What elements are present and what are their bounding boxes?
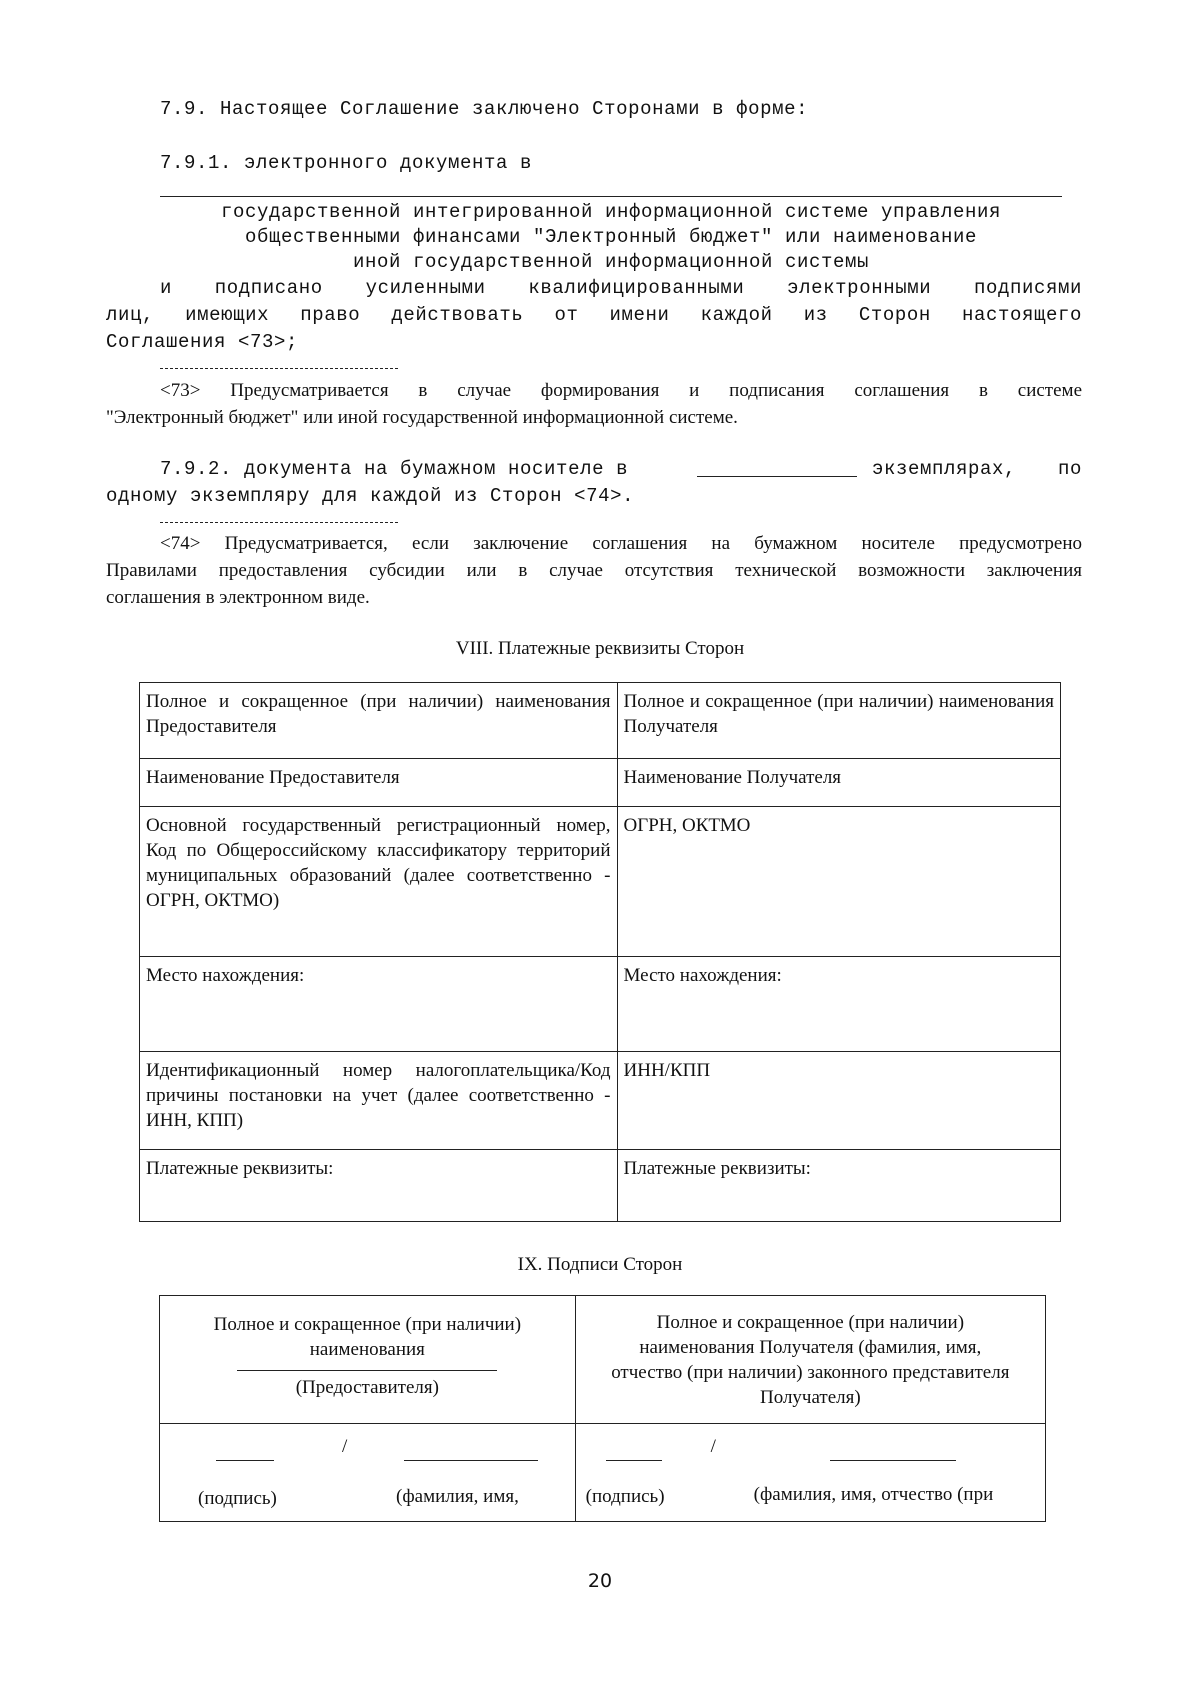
footnote-73-line-2: "Электронный бюджет" или иной государственной информационной системе. [106,407,738,428]
recipient-inn-kpp-label: ИНН/КПП [617,1052,1060,1150]
clause-7-9-2-line-2: одному экземпляру для каждой из Сторон <74>. [106,485,635,507]
system-name-line-2: общественными финансами "Электронный бюджет" или наименование [244,226,978,248]
provider-signature-cell [160,1424,576,1522]
provider-signature-caption: (подпись) [198,1488,277,1509]
provider-header-line-2: наименования [309,1339,425,1360]
signed-line-3: Соглашения <73>; [106,331,299,353]
recipient-name-blank [830,1460,956,1461]
recipient-ogrn-oktmo-label: ОГРН, ОКТМО [617,807,1060,957]
footnote-74-rule [160,522,398,523]
footnote-74-line-2: Правилами предоставления субсидии или в случае отсутствия технической возможности заключения [106,560,1082,581]
recipient-signature-cell [575,1424,1045,1522]
signed-line-2: лиц, имеющих право действовать от имени каждой из Сторон настоящего [106,304,1082,326]
system-name-line-1: государственной интегрированной информационной системе управления [220,201,1002,223]
signed-line-1: и подписано усиленными квалифицированными электронными подписями [160,277,1082,299]
copies-count-blank [697,476,857,477]
table-row [160,1296,1046,1424]
section-9-title: IX. Подписи Сторон [517,1254,683,1275]
section-8-title: VIII. Платежные реквизиты Сторон [455,638,745,659]
footnote-73-line-1: <73> Предусматривается в случае формирования и подписания соглашения в системе [160,380,1082,401]
clause-7-9-2-part-a: 7.9.2. документа на бумажном носителе в [160,458,629,480]
provider-name-caption: (фамилия, имя, [396,1486,519,1507]
page-number: 20 [587,1570,613,1592]
table-row [140,807,1061,957]
recipient-payment-details-label: Платежные реквизиты: [617,1150,1060,1222]
table-row [140,759,1061,807]
provider-header-sub: (Предоставителя) [295,1377,439,1398]
system-name-line-3: иной государственной информационной системы [352,251,870,273]
provider-name-blank-line [237,1370,497,1371]
provider-full-name-label: Полное и сокращенное (при наличии) наименования Предоставителя [140,683,618,759]
table-row [140,1150,1061,1222]
table-row [140,1052,1061,1150]
recipient-full-name-label: Полное и сокращенное (при наличии) наименования Получателя [617,683,1060,759]
provider-signature-blank [216,1460,274,1461]
recipient-signature-caption: (подпись) [585,1486,665,1507]
table-row [160,1424,1046,1522]
signatures-table [159,1295,1046,1522]
system-name-blank-line [160,196,1062,197]
table-row [140,957,1061,1052]
clause-7-9-2-part-b: экземплярах, [872,458,1017,480]
provider-ogrn-oktmo-label: Основной государственный регистрационный номер, Код по Общероссийскому классификатору территорий муниципальных образований (далее соответственно - ОГРН, ОКТМО) [140,807,618,957]
footnote-74-line-3: соглашения в электронном виде. [106,587,370,608]
provider-location-label: Место нахождения: [140,957,618,1052]
clause-7-9-2-part-c: по [1058,458,1083,480]
recipient-name-label: Наименование Получателя [617,759,1060,807]
recipient-location-label: Место нахождения: [617,957,1060,1052]
provider-name-label: Наименование Предоставителя [140,759,618,807]
footnote-74-line-1: <74> Предусматривается, если заключение соглашения на бумажном носителе предусмотрено [160,533,1082,554]
provider-inn-kpp-label: Идентификационный номер налогоплательщика/Код причины постановки на учет (далее соответственно - ИНН, КПП) [140,1052,618,1150]
provider-name-blank [404,1460,538,1461]
recipient-slash: / [710,1436,716,1457]
recipient-name-caption: (фамилия, имя, отчество (при [753,1484,994,1505]
provider-signature-header [160,1296,576,1424]
payment-details-table [139,682,1061,1222]
provider-slash: / [342,1436,348,1457]
provider-header-line-1: Полное и сокращенное (при наличии) [213,1314,522,1335]
table-row [140,683,1061,759]
clause-7-9-heading: 7.9. Настоящее Соглашение заключено Сторонами в форме: [160,98,809,120]
clause-7-9-1: 7.9.1. электронного документа в [160,152,533,174]
recipient-signature-blank [606,1460,662,1461]
footnote-73-rule [160,368,398,369]
provider-payment-details-label: Платежные реквизиты: [140,1150,618,1222]
recipient-signature-header: Полное и сокращенное (при наличии) наименования Получателя (фамилия, имя, отчество (при наличии) законного представителя Получателя) [575,1296,1045,1424]
